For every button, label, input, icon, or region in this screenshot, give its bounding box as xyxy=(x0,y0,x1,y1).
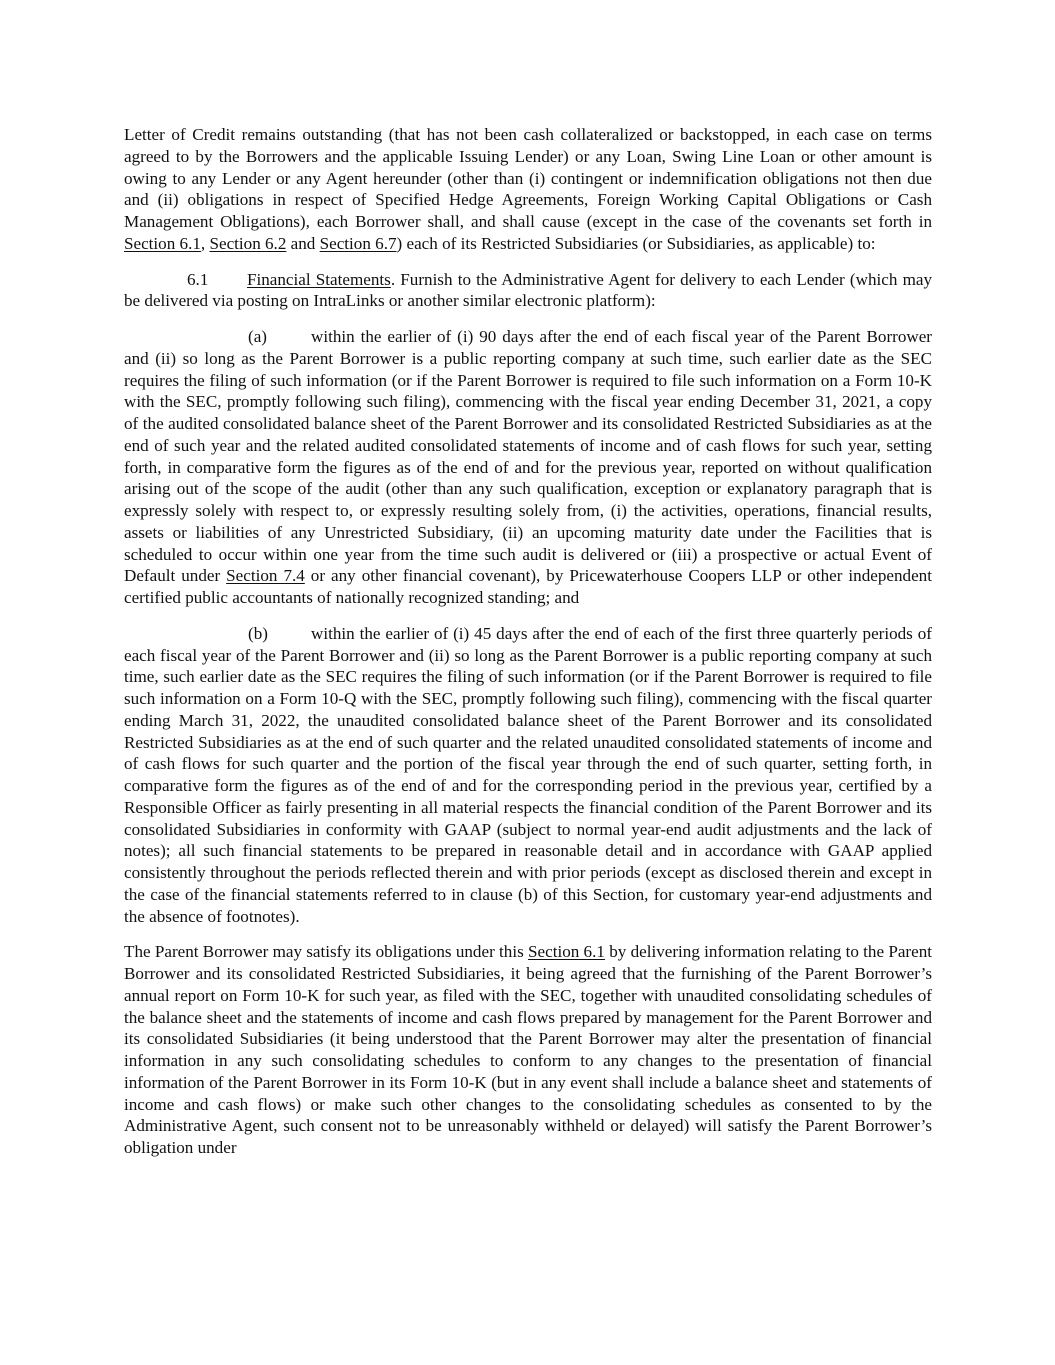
intro-text-end: ) each of its Restricted Subsidiaries (or Subsidiaries, as applicable) to: xyxy=(396,233,876,253)
final-paragraph xyxy=(124,941,932,1159)
section-6-2-reference: Section 6.2 xyxy=(209,233,287,253)
clause-a-text: within the earlier of (i) 90 days after the end of each fiscal year of the Parent Borrower and (ii) so long as the Parent Borrower is a public reporting company at such time, such earlier date as the SEC requires the filing of such information (or if the Parent Borrower is required to file such information on a Form 10-K with the SEC, promptly following such filing), commencing with the fiscal year ending December 31, 2021, a copy of the audited consolidated balance sheet of the Parent Borrower and its consolidated Restricted Subsidiaries as at the end of such year and the related audited consolidated statements of income and of cash flows for such year, setting forth, in comparative form the figures as of the end of and for the previous year, reported on without qualification arising out of the scope of the audit (other than any such qualification, exception or explanatory paragraph that is expressly solely with respect to, or expressly resulting solely from, (i) the activities, operations, financial results, assets or liabilities of any Unrestricted Subsidiary, (ii) an upcoming maturity date under the Facilities that is scheduled to occur within one year from the time such audit is delivered or (iii) a prospective or actual Event of Default under xyxy=(124,327,932,586)
section-heading: Financial Statements xyxy=(247,269,391,289)
section-6-1-paragraph xyxy=(124,269,932,313)
section-number: 6.1 xyxy=(187,269,209,289)
section-6-1-text: . Furnish to the Administrative Agent for delivery to each Lender (which may be delivered via posting on IntraLinks or another similar electronic platform): xyxy=(124,269,932,311)
clause-a-paragraph xyxy=(124,326,932,609)
intro-text-sep2: and xyxy=(286,233,320,253)
intro-text: Letter of Credit remains outstanding (that has not been cash collateralized or backstopped, in each case on terms agreed to by the Borrowers and the applicable Issuing Lender) or any Loan, Swing Line Loan or other amount is owing to any Lender or any Agent hereunder (other than (i) contingent or indemnification obligations not then due and (ii) obligations in respect of Specified Hedge Agreements, Foreign Working Capital Obligations or Cash Management Obligations), each Borrower shall, and shall cause (except in the case of the covenants set forth in xyxy=(124,125,932,231)
clause-b-text: within the earlier of (i) 45 days after the end of each of the first three quarterly periods of each fiscal year of the Parent Borrower and (ii) so long as the Parent Borrower is a public reporting company at such time, such earlier date as the SEC requires the filing of such information (or if the Parent Borrower is required to file such information on a Form 10-Q with the SEC, promptly following such filing), commencing with the fiscal quarter ending March 31, 2022, the unaudited consolidated balance sheet of the Parent Borrower and its consolidated Restricted Subsidiaries as at the end of such quarter and the related unaudited consolidated statements of income and of cash flows for such quarter and the portion of the fiscal year through the end of such quarter, setting forth, in comparative form the figures as of the end of and for the corresponding period in the previous year, certified by a Responsible Officer as fairly presenting in all material respects the financial condition of the Parent Borrower and its consolidated Subsidiaries in conformity with GAAP (subject to normal year-end audit adjustments and the lack of notes); all such financial statements to be prepared in reasonable detail and in accordance with GAAP applied consistently throughout the periods reflected therein and with prior periods (except as disclosed therein and except in the case of the financial statements referred to in clause (b) of this Section, for customary year-end adjustments and the absence of footnotes). xyxy=(124,623,932,926)
section-7-4-reference: Section 7.4 xyxy=(226,566,305,586)
intro-text-sep1: , xyxy=(200,233,210,253)
final-text-end: by delivering information relating to the Parent Borrower and its consolidated Restricted Subsidiaries, it being agreed that the furnishing of the Parent Borrower’s annual report on Form 10-K for such year, as filed with the SEC, together with unaudited consolidating schedules of the balance sheet and the statements of income and cash flows prepared by management for the Parent Borrower and its consolidated Subsidiaries (it being understood that the Parent Borrower may alter the presentation of financial information in any such consolidating schedules to conform to any changes to the presentation of financial information of the Parent Borrower in its Form 10-K (but in any event shall include a balance sheet and statements of income and cash flows) or make such other changes to the consolidating schedules as consented to by the Administrative Agent, such consent not to be unreasonably withheld or delayed) will satisfy the Parent Borrower’s obligation under xyxy=(124,942,933,1157)
section-6-1-reference: Section 6.1 xyxy=(124,233,201,253)
clause-b-label: (b) xyxy=(248,623,268,643)
clause-b-paragraph xyxy=(124,623,932,928)
intro-paragraph xyxy=(124,124,932,255)
final-text: The Parent Borrower may satisfy its obligations under this xyxy=(124,942,529,962)
clause-a-text-end: or any other financial covenant), by Pricewaterhouse Coopers LLP or other independent certified public accountants of nationally recognized standing; and xyxy=(124,566,932,607)
clause-a-label: (a) xyxy=(248,327,267,346)
section-6-7-reference: Section 6.7 xyxy=(319,233,397,253)
section-6-1-reference-final: Section 6.1 xyxy=(528,942,605,962)
